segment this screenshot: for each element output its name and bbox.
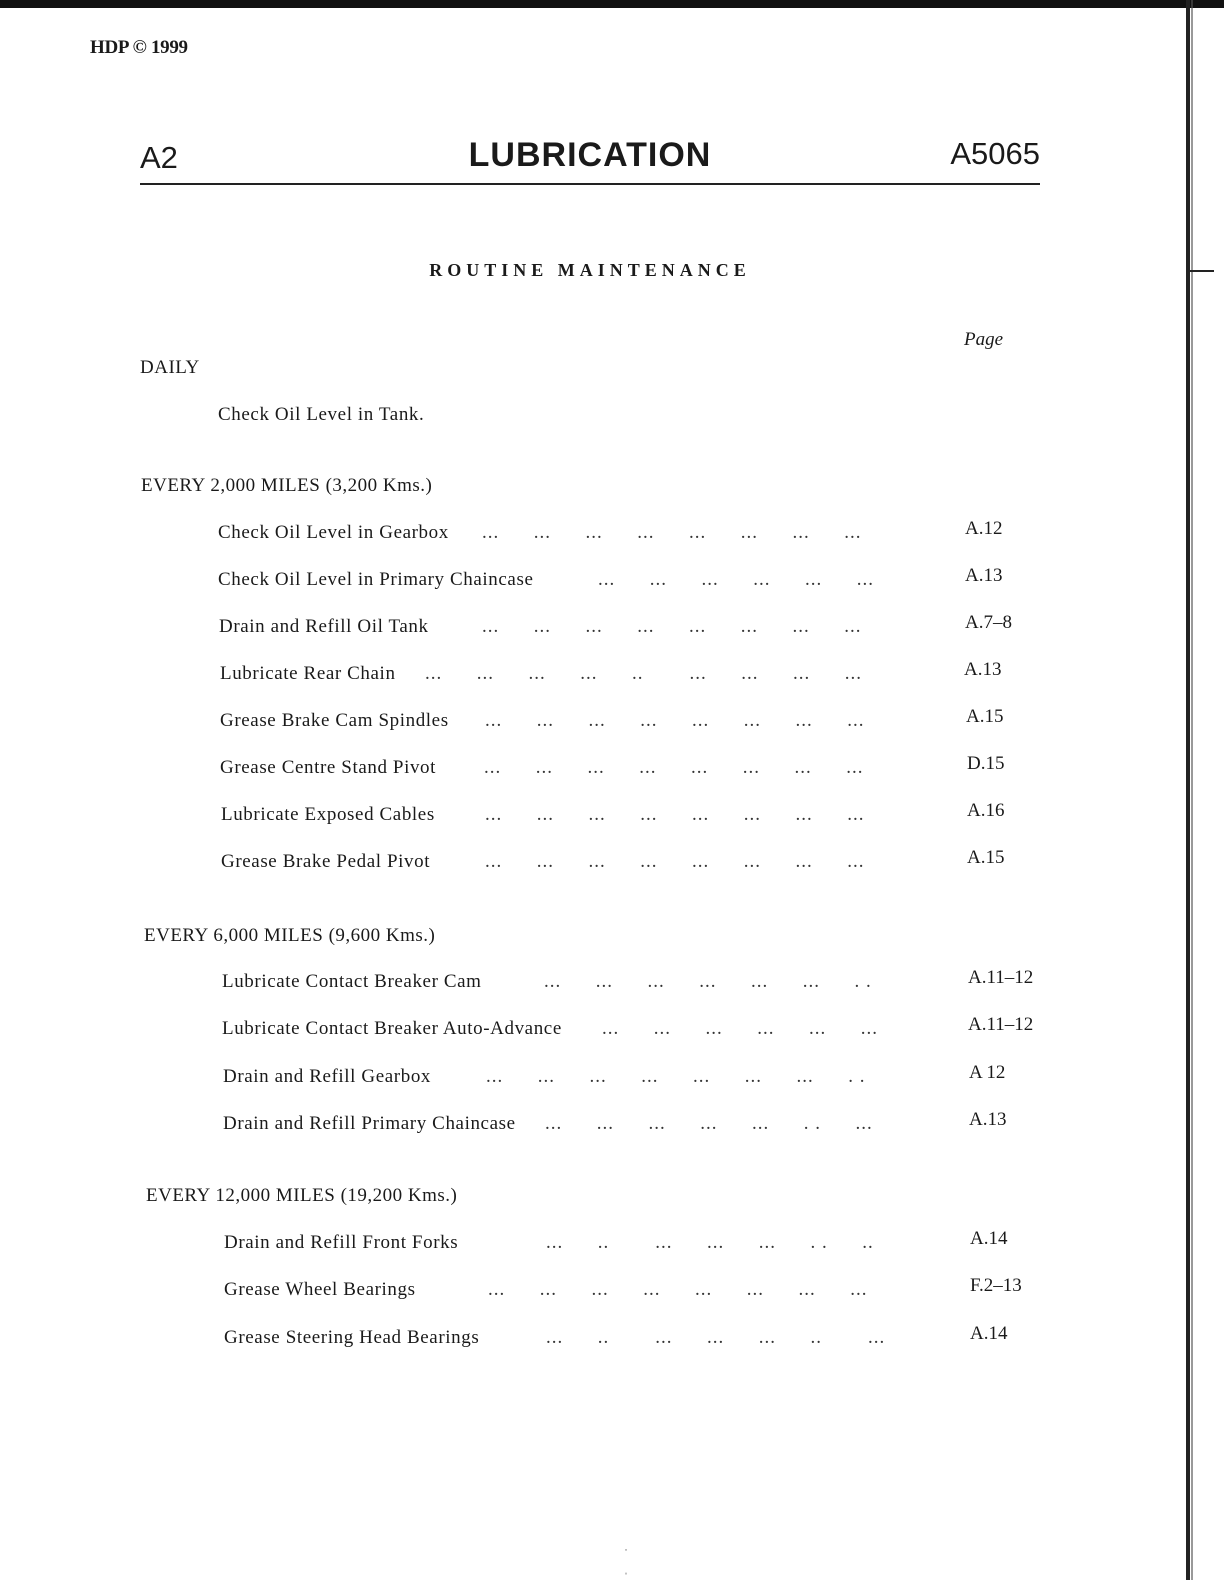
item-label: Lubricate Contact Breaker Cam	[222, 971, 482, 992]
dot-leader: ... ... ... ... ... ... ... ...	[482, 616, 862, 637]
item-label: Lubricate Exposed Cables	[221, 804, 435, 825]
section-number: A2	[140, 140, 178, 175]
list-item	[218, 565, 1038, 597]
dot-leader: ... ... ... ... ... ... ... ...	[488, 1279, 868, 1300]
page-ref: A.12	[965, 518, 1003, 539]
item-label: Check Oil Level in Gearbox	[218, 522, 449, 543]
item-label: Grease Wheel Bearings	[224, 1279, 416, 1300]
copyright-stamp: HDP © 1999	[90, 37, 188, 58]
dot-leader: ... ... ... ... ... ... ... ...	[485, 710, 865, 731]
item-label: Lubricate Contact Breaker Auto-Advance	[222, 1018, 562, 1039]
list-item	[223, 1062, 1043, 1094]
section-heading-2000: EVERY 2,000 MILES (3,200 Kms.)	[141, 475, 433, 496]
dot-leader: ... ... ... ... ... ... ... ...	[482, 522, 862, 543]
page-title: LUBRICATION	[468, 136, 712, 174]
dot-leader: ... .. ... ... ... . . ..	[546, 1232, 874, 1253]
dot-leader: ... ... ... ... ... ... ... ...	[485, 851, 865, 872]
scan-edge-mark	[1190, 270, 1214, 272]
scan-right-border-shadow	[1191, 0, 1193, 1580]
list-item	[224, 1275, 1044, 1307]
item-label: Drain and Refill Primary Chaincase	[223, 1113, 516, 1134]
item-label: Lubricate Rear Chain	[220, 663, 396, 684]
page-ref: A 12	[969, 1062, 1006, 1083]
page-ref: F.2–13	[970, 1275, 1022, 1296]
item-label: Check Oil Level in Tank.	[218, 404, 425, 425]
dot-leader: ... ... ... ... ... ...	[602, 1018, 878, 1039]
section-heading-12000: EVERY 12,000 MILES (19,200 Kms.)	[146, 1185, 458, 1206]
item-label: Check Oil Level in Primary Chaincase	[218, 569, 534, 590]
page-column-label: Page	[964, 329, 1004, 350]
document-code: A5065	[950, 136, 1040, 171]
list-item	[218, 518, 1038, 550]
dot-leader: ... ... ... ... .. ... ... ... ...	[425, 663, 862, 684]
list-item	[221, 800, 1041, 832]
list-item	[222, 967, 1042, 999]
item-label: Drain and Refill Gearbox	[223, 1066, 432, 1087]
page-ref: A.13	[969, 1109, 1007, 1130]
list-item	[223, 1109, 1043, 1141]
dot-leader: ... ... ... ... ... ...	[598, 569, 874, 590]
dot-leader: ... ... ... ... ... ... ... . .	[486, 1066, 866, 1087]
dot-leader: ... .. ... ... ... .. ...	[546, 1327, 886, 1348]
page-ref: A.15	[966, 706, 1004, 727]
item-label: Drain and Refill Oil Tank	[219, 616, 429, 637]
dot-leader: ... ... ... ... ... ... ... ...	[485, 804, 865, 825]
dot-leader: ... ... ... ... ... ... . .	[544, 971, 872, 992]
page-ref: A.13	[964, 659, 1002, 680]
dot-leader: ... ... ... ... ... ... ... ...	[484, 757, 864, 778]
page-ref: A.11–12	[968, 1014, 1034, 1035]
scan-specks: ˙ ˌ	[624, 1546, 628, 1575]
item-label: Grease Steering Head Bearings	[224, 1327, 480, 1348]
list-item	[220, 753, 1040, 785]
list-item	[220, 706, 1040, 738]
list-item	[219, 612, 1039, 644]
page-ref: A.13	[965, 565, 1003, 586]
subtitle: ROUTINE MAINTENANCE	[429, 260, 751, 280]
page-ref: D.15	[967, 753, 1005, 774]
section-heading-daily: DAILY	[140, 357, 200, 378]
list-item	[224, 1323, 1044, 1355]
list-item	[220, 659, 1040, 691]
scan-right-border	[1186, 0, 1190, 1580]
list-item	[222, 1014, 1042, 1046]
page-ref: A.14	[970, 1228, 1008, 1249]
page-ref: A.11–12	[968, 967, 1034, 988]
page-ref: A.7–8	[965, 612, 1012, 633]
dot-leader: ... ... ... ... ... . . ...	[545, 1113, 873, 1134]
list-item	[218, 404, 1038, 432]
page-ref: A.16	[967, 800, 1005, 821]
scan-top-border	[0, 0, 1224, 8]
item-label: Drain and Refill Front Forks	[224, 1232, 459, 1253]
section-heading-6000: EVERY 6,000 MILES (9,600 Kms.)	[144, 925, 436, 946]
item-label: Grease Centre Stand Pivot	[220, 757, 437, 778]
header-rule	[140, 183, 1040, 185]
item-label: Grease Brake Pedal Pivot	[221, 851, 431, 872]
page-ref: A.15	[967, 847, 1005, 868]
list-item	[221, 847, 1041, 879]
page-ref: A.14	[970, 1323, 1008, 1344]
list-item	[224, 1228, 1044, 1260]
item-label: Grease Brake Cam Spindles	[220, 710, 449, 731]
